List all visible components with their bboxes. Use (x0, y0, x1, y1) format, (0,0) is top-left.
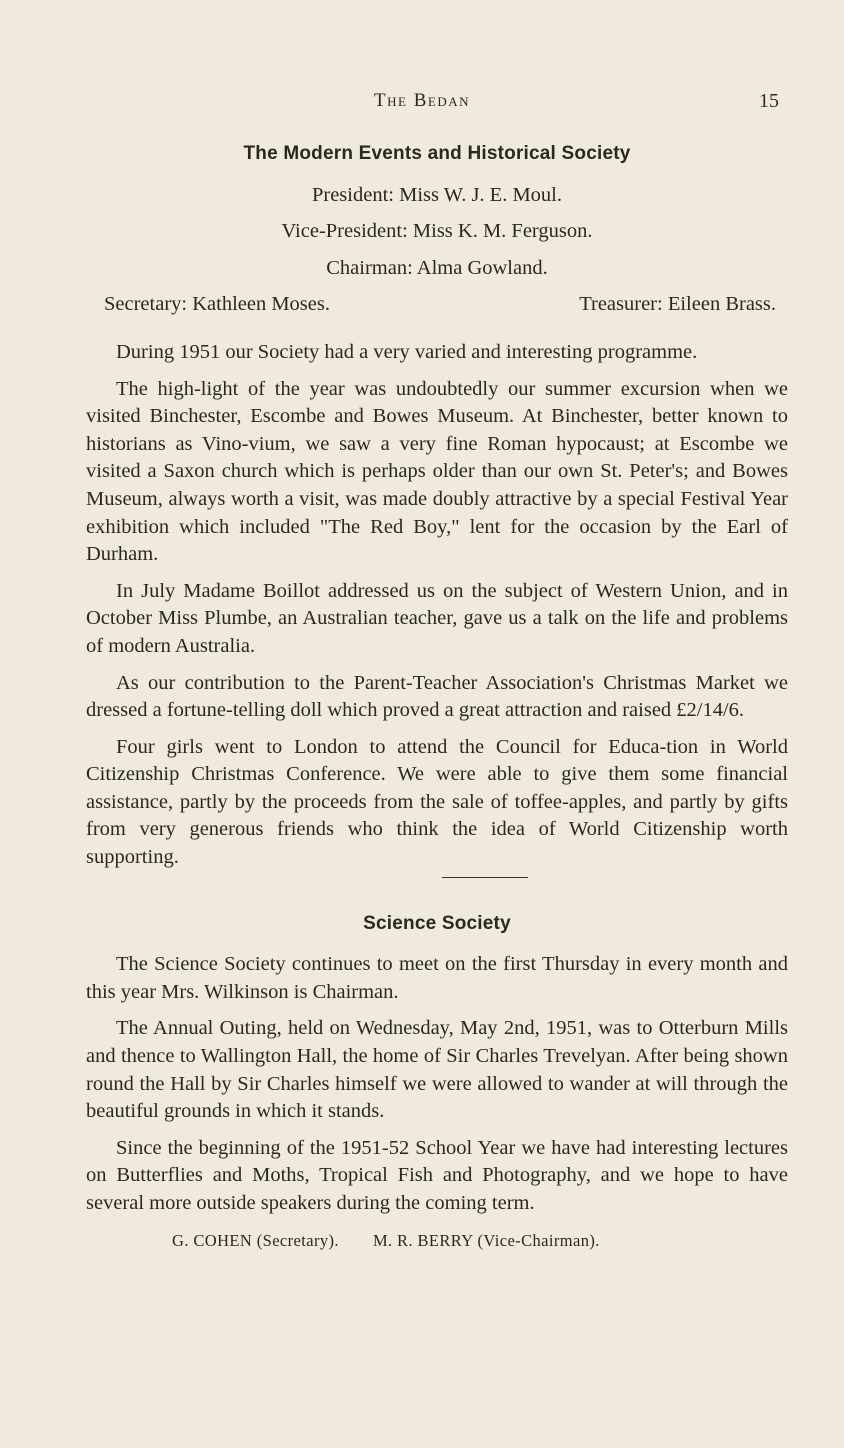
paragraph: In July Madame Boillot addressed us on the subject of Western Union, and in October Miss Plumbe, an Australian teacher, gave us a talk on the life and problems of modern Australia. (86, 579, 788, 657)
section-title-historical-society: The Modern Events and Historical Society (243, 143, 631, 164)
paragraph: During 1951 our Society had a very varied and interesting programme. (116, 340, 698, 363)
paragraph: The high-light of the year was undoubtedly our summer excursion when we visited Binchester, Escombe and Bowes Museum. At Binchester, better known to historians as Vino-vium, we saw a very fine Roman hypocaust; at Escombe we visited a Saxon church which is perhaps older than our own St. Peter's; and Bowes Museum, always worth a visit, was made doubly attractive by a special Festival Year exhibition which included "The Red Boy," lent for the occasion by the Earl of Durham. (86, 377, 788, 566)
paragraph: The Annual Outing, held on Wednesday, May 2nd, 1951, was to Otterburn Mills and thence to Wallington Hall, the home of Sir Charles Trevelyan. After being shown round the Hall by Sir Charles himself we were allowed to wander at will through the beautiful grounds in which it stands. (86, 1017, 788, 1123)
officer-chairman: Chairman: Alma Gowland. (326, 256, 548, 279)
officer-treasurer: Treasurer: Eileen Brass. (579, 293, 776, 316)
signature-secretary: G. COHEN (Secretary). (172, 1230, 339, 1250)
paragraph: Four girls went to London to attend the Council for Educa-tion in World Citizenship Christmas Conference. We were able to give them some financial assistance, partly by the proceeds from the sale of toffee-apples, and partly by gifts from very generous friends who think the idea of World Citizenship worth supporting. (86, 735, 788, 869)
officer-secretary-treasurer (86, 291, 788, 319)
paragraph: Since the beginning of the 1951-52 School Year we have had interesting lectures on Butterflies and Moths, Tropical Fish and Photography, and we hope to have several more outside speakers during the coming term. (86, 1136, 788, 1214)
section-title-science-society: Science Society (363, 912, 511, 934)
signature-vice-chairman: M. R. BERRY (Vice-Chairman). (372, 1230, 600, 1250)
officer-vice-president: Vice-President: Miss K. M. Ferguson. (281, 220, 593, 243)
officers-list (86, 182, 788, 319)
article-content (86, 140, 788, 1254)
paragraph: As our contribution to the Parent-Teacher Association's Christmas Market we dressed a fortune-telling doll which proved a great attraction and raised £2/14/6. (86, 671, 788, 722)
section-divider (442, 877, 528, 878)
paragraph: The Science Society continues to meet on the first Thursday in every month and this year Mrs. Wilkinson is Chairman. (86, 953, 788, 1003)
officer-secretary: Secretary: Kathleen Moses. (104, 293, 330, 316)
journal-title: The Bedan (374, 90, 470, 111)
signatures (86, 1227, 788, 1255)
science-society-section (86, 910, 788, 1255)
running-header (0, 88, 844, 118)
page-number: 15 (759, 90, 779, 112)
officer-president: President: Miss W. J. E. Moul. (311, 183, 562, 206)
